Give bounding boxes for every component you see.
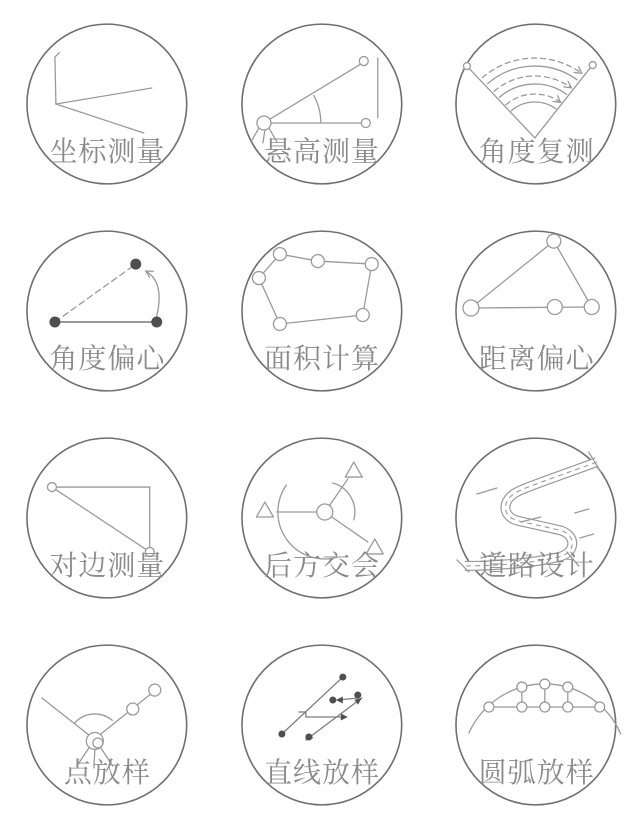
coordinate-measure-icon bbox=[0, 0, 215, 207]
distance-offset-icon bbox=[429, 207, 644, 414]
remote-elevation-icon bbox=[215, 0, 430, 207]
tile-label: 道路设计 bbox=[478, 550, 595, 581]
tile-angle-repetition[interactable] bbox=[429, 0, 644, 207]
tile-missing-line-measure[interactable] bbox=[0, 414, 215, 621]
tile-label: 距离偏心 bbox=[478, 343, 595, 374]
tile-remote-elevation[interactable] bbox=[215, 0, 430, 207]
missing-line-measure-icon bbox=[0, 414, 215, 621]
tile-label: 对边测量 bbox=[49, 550, 166, 581]
tile-label: 直线放样 bbox=[263, 757, 380, 788]
tile-label: 面积计算 bbox=[263, 343, 380, 374]
tile-resection[interactable] bbox=[215, 414, 430, 621]
tile-area-calculation[interactable] bbox=[215, 207, 430, 414]
tile-label: 点放样 bbox=[63, 757, 151, 788]
tile-label: 角度偏心 bbox=[49, 343, 166, 374]
line-stakeout-icon bbox=[215, 621, 430, 828]
tile-label: 悬高测量 bbox=[263, 136, 380, 167]
tile-point-stakeout[interactable] bbox=[0, 621, 215, 828]
angle-repetition-icon bbox=[429, 0, 644, 207]
tile-label: 圆弧放样 bbox=[478, 757, 595, 788]
tile-label: 角度复测 bbox=[478, 136, 595, 167]
area-calculation-icon bbox=[215, 207, 430, 414]
tile-arc-stakeout[interactable] bbox=[429, 621, 644, 828]
road-design-icon bbox=[429, 414, 644, 621]
tile-label: 后方交会 bbox=[263, 550, 380, 581]
angle-offset-icon bbox=[0, 207, 215, 414]
tile-angle-offset[interactable] bbox=[0, 207, 215, 414]
arc-stakeout-icon bbox=[429, 621, 644, 828]
tile-coordinate-measure[interactable] bbox=[0, 0, 215, 207]
tile-label: 坐标测量 bbox=[49, 136, 166, 167]
tile-distance-offset[interactable] bbox=[429, 207, 644, 414]
tile-line-stakeout[interactable] bbox=[215, 621, 430, 828]
resection-icon bbox=[215, 414, 430, 621]
tile-road-design[interactable] bbox=[429, 414, 644, 621]
point-stakeout-icon bbox=[0, 621, 215, 828]
